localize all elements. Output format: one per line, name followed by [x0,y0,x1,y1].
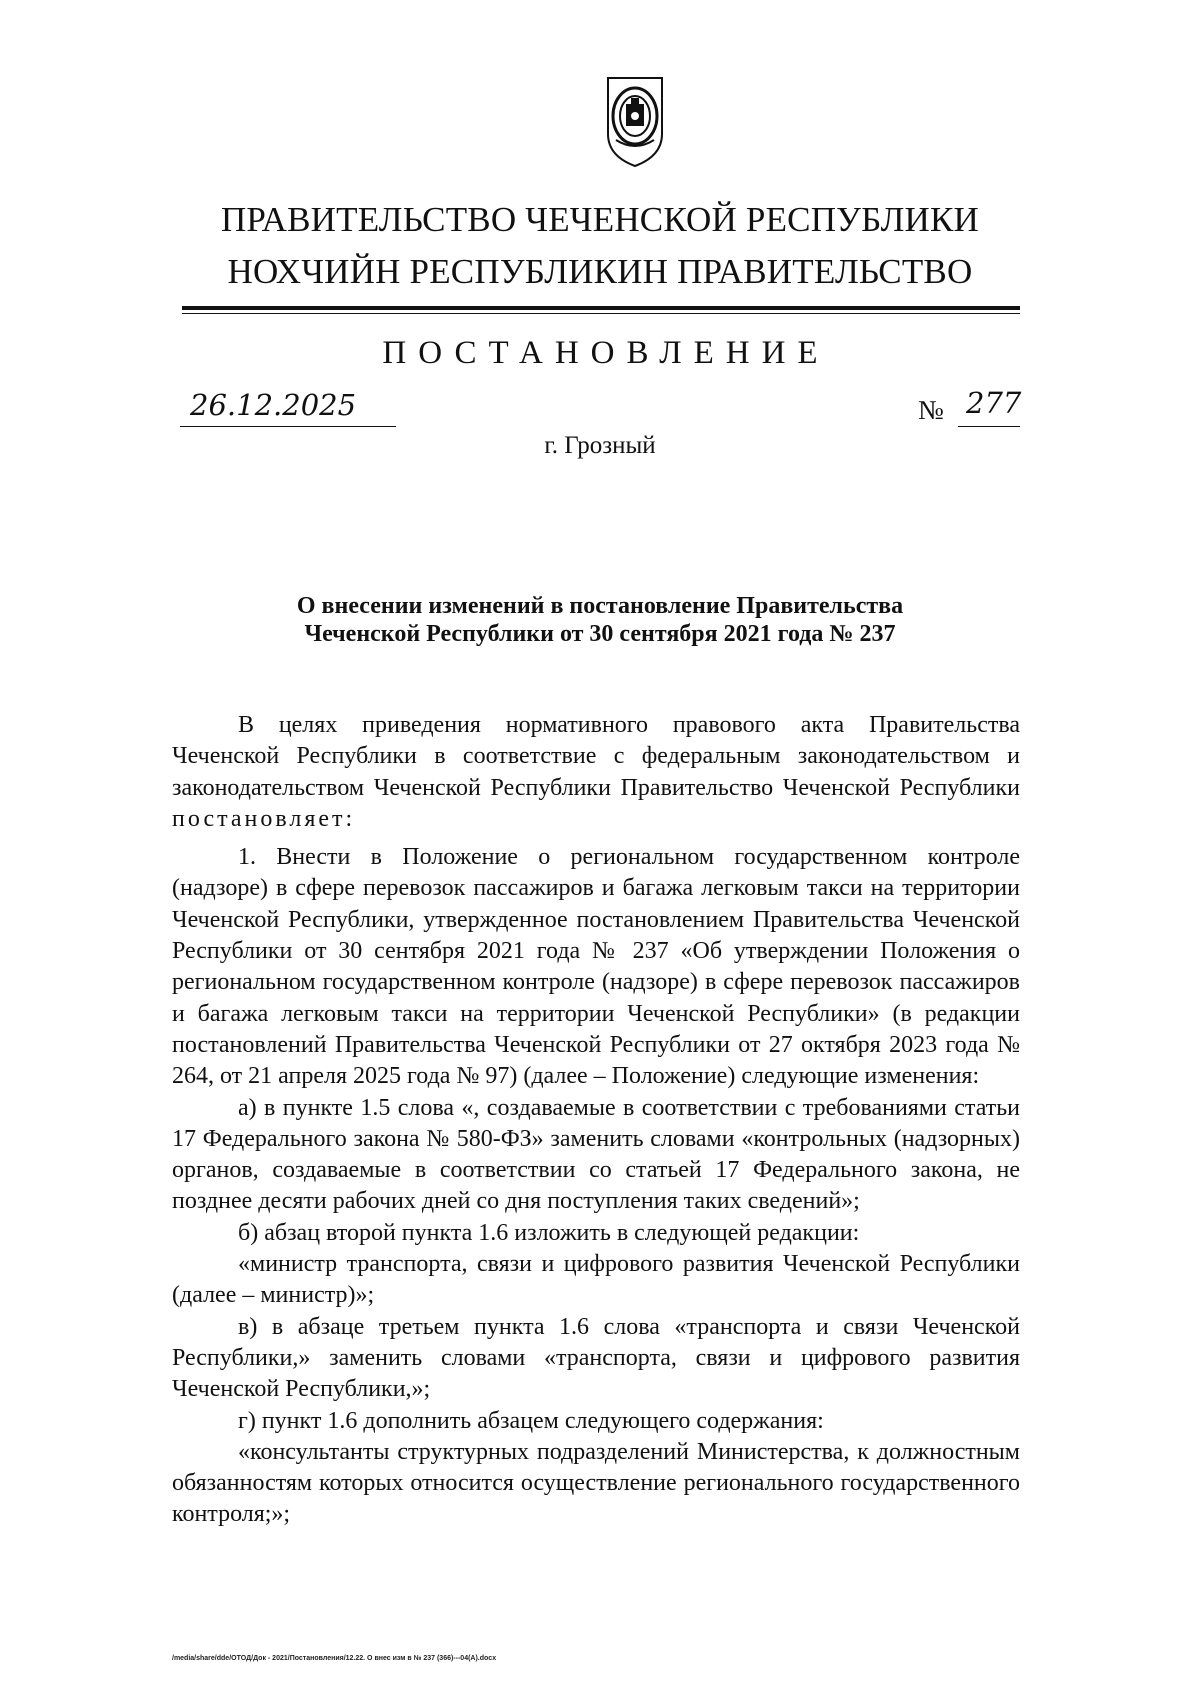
subitem-v-paragraph: в) в абзаце третьем пункта 1.6 слова «транспорта и связи Чеченской Республики,» заменить словами «транспорта, связи и цифрового развития Чеченской Республики,»; [172,1313,1020,1403]
title-line: Чеченской Республики от 30 сентября 2021 года № 237 [304,621,896,647]
preamble-paragraph [172,710,1020,835]
subitem-b-paragraph: б) абзац второй пункта 1.6 изложить в следующей редакции: [238,1219,860,1246]
number-label: № [918,395,944,425]
resolution-body [172,710,1020,1531]
file-path-footer: /media/share/dde/OTOД/Док - 2021/Постановления/12.22. О внес изм в № 237 (366)---04(А).docx [172,1655,497,1662]
subitem-b-quote: «министр транспорта, связи и цифрового развития Чеченской Республики (далее – министр)»; [172,1251,1020,1309]
title-line: О внесении изменений в постановление Правительства [296,593,904,619]
subitem-a-paragraph: а) в пункте 1.5 слова «, создаваемые в соответствии с требованиями статьи 17 Федерального закона № 580-ФЗ» заменить словами «контрольных (надзорных) органов, создаваемые в соответствии со статьей 17 Федерального закона, не позднее десяти рабочих дней со дня поступления таких сведений»; [172,1094,1020,1215]
subitem-g-paragraph: г) пункт 1.6 дополнить абзацем следующего содержания: [238,1407,824,1434]
document-type-heading: ПОСТАНОВЛЕНИЕ [382,335,830,371]
resolution-title [180,592,1020,648]
preamble-text: В целях приведения нормативного правового акта Правительства Чеченской Республики в соответствие с федеральным законодательством и законодательством Чеченской Республики Правительство Чеченской Республики [172,712,1020,801]
coat-of-arms-icon [602,72,668,170]
handwritten-date: 26.12.2025 [190,388,357,422]
resolves-word: постановляет: [172,805,356,832]
handwritten-number: 277 [966,386,1022,420]
date-underline [180,426,396,427]
city-name: г. Грозный [544,432,656,459]
header-rule-thin [182,313,1020,314]
org-name-russian: ПРАВИТЕЛЬСТВО ЧЕЧЕНСКОЙ РЕСПУБЛИКИ [220,200,980,239]
org-name-chechen: НОХЧИЙН РЕСПУБЛИКИН ПРАВИТЕЛЬСТВО [227,252,973,291]
number-underline [958,426,1020,427]
header-rule-thick [182,306,1020,310]
item-1-paragraph: 1. Внести в Положение о региональном государственном контроле (надзоре) в сфере перевозок пассажиров и багажа легковым такси на территории Чеченской Республики, утвержденное постановлением Правительства Чеченской Республики от 30 сентября 2021 года № 237 «Об утверждении Положения о региональном государственном контроле (надзоре) в сфере перевозок пассажиров и багажа легковым такси на территории Чеченской Республики» (в редакции постановлений Правительства Чеченской Республики от 27 октября 2023 года № 264, от 21 апреля 2025 года № 97) (далее – Положение) следующие изменения: [172,844,1020,1090]
subitem-g-quote: «консультанты структурных подразделений Министерства, к должностным обязанностям которых относится осуществление регионального государственного контроля;»; [172,1438,1020,1528]
